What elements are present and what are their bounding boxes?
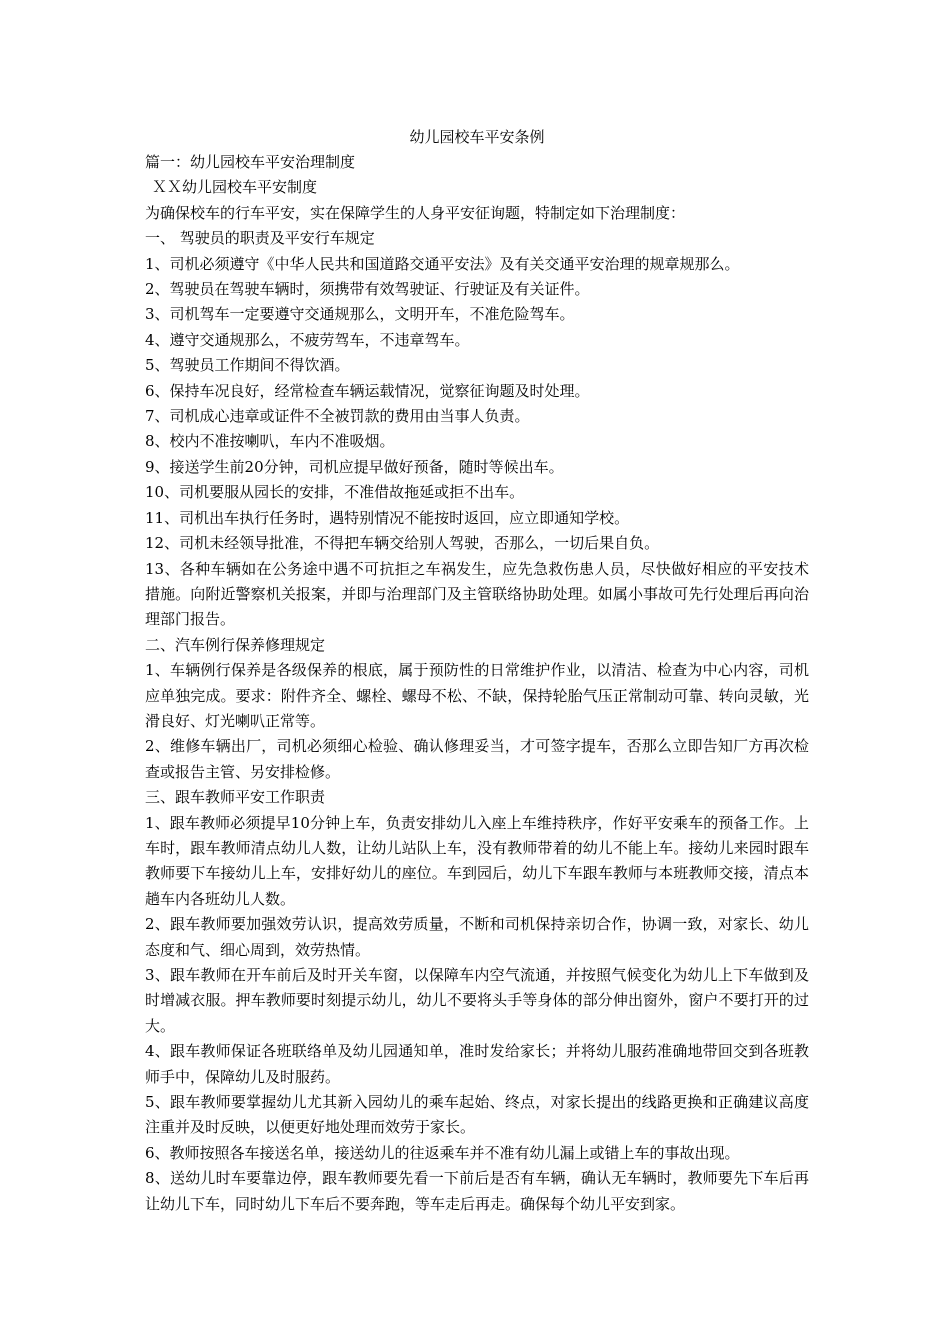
section-heading: 一、 驾驶员的职责及平安行车规定 bbox=[145, 229, 375, 248]
paragraph: 1、车辆例行保养是各级保养的根底，属于预防性的日常维护作业，以清洁、检查为中心内容，司机应单独完成。要求：附件齐全、螺栓、螺母不松、不缺，保持轮胎气压正常制动可靠、转向灵敏，光滑良好、灯光喇叭正常等。 bbox=[145, 661, 809, 730]
paragraph: 1、跟车教师必须提早10分钟上车，负责安排幼儿入座上车维持秩序，作好平安乘车的预备工作。上车时，跟车教师清点幼儿人数，让幼儿站队上车，没有教师带着的幼儿不能上车。接幼儿来园时跟车教师要下车接幼儿上车，安排好幼儿的座位。车到园后，幼儿下车跟车教师与本班教师交接，清点本趟车内各班幼儿人数。 bbox=[145, 813, 809, 908]
paragraph: 8、送幼儿时车要靠边停，跟车教师要先看一下前后是否有车辆，确认无车辆时，教师要先下车后再让幼儿下车，同时幼儿下车后不要奔跑，等车走后再走。确保每个幼儿平安到家。 bbox=[145, 1169, 809, 1213]
paragraph: 为确保校车的行车平安，实在保障学生的人身平安征询题，特制定如下治理制度： bbox=[145, 203, 686, 222]
document-body bbox=[145, 150, 809, 1217]
paragraph: 3、跟车教师在开车前后及时开关车窗，以保障车内空气流通，并按照气候变化为幼儿上下车做到及时增减衣服。押车教师要时刻提示幼儿，幼儿不要将头手等身体的部分伸出窗外，窗户不要打开的过大。 bbox=[145, 966, 809, 1035]
paragraph: 4、遵守交通规那么，不疲劳驾车，不违章驾车。 bbox=[145, 330, 470, 349]
paragraph: 2、维修车辆出厂，司机必须细心检验、确认修理妥当，才可签字提车，否那么立即告知厂方再次检查或报告主管、另安排检修。 bbox=[145, 737, 809, 781]
paragraph: 1、司机必须遵守《中华人民共和国道路交通平安法》及有关交通平安治理的规章规那么。 bbox=[145, 254, 740, 273]
paragraph: 篇一：幼儿园校车平安治理制度 bbox=[145, 153, 356, 171]
paragraph: 3、司机驾车一定要遵守交通规那么，文明开车，不准危险驾车。 bbox=[145, 305, 575, 324]
paragraph: 8、校内不准按喇叭，车内不准吸烟。 bbox=[145, 432, 395, 451]
paragraph: 4、跟车教师保证各班联络单及幼儿园通知单，准时发给家长；并将幼儿服药准确地带回交到各班教师手中，保障幼儿及时服药。 bbox=[145, 1042, 809, 1086]
paragraph: 5、驾驶员工作期间不得饮酒。 bbox=[145, 356, 350, 375]
paragraph: 6、教师按照各车接送名单，接送幼儿的往返乘车并不准有幼儿漏上或错上车的事故出现。 bbox=[145, 1143, 740, 1162]
paragraph: ＸＸ幼儿园校车平安制度 bbox=[152, 178, 318, 197]
paragraph: 2、驾驶员在驾驶车辆时，须携带有效驾驶证、行驶证及有关证件。 bbox=[145, 280, 590, 299]
section-heading: 二、汽车例行保养修理规定 bbox=[145, 635, 326, 654]
document-page bbox=[145, 124, 809, 1217]
paragraph: 2、跟车教师要加强效劳认识，提高效劳质量，不断和司机保持亲切合作，协调一致，对家长、幼儿态度和气、细心周到，效劳热情。 bbox=[145, 915, 809, 959]
paragraph: 13、各种车辆如在公务途中遇不可抗拒之车祸发生，应先急救伤患人员，尽快做好相应的平安技术措施。向附近警察机关报案，并即与治理部门及主管联络协助处理。如属小事故可先行处理后再向治理部门报告。 bbox=[145, 559, 809, 629]
paragraph: 11、司机出车执行任务时，遇特别情况不能按时返回，应立即通知学校。 bbox=[145, 508, 630, 527]
paragraph: 10、司机要服从园长的安排，不准借故拖延或拒不出车。 bbox=[145, 483, 525, 502]
paragraph: 12、司机未经领导批准，不得把车辆交给别人驾驶，否那么，一切后果自负。 bbox=[145, 534, 660, 553]
section-heading: 三、跟车教师平安工作职责 bbox=[145, 788, 326, 807]
paragraph: 7、司机成心违章或证件不全被罚款的费用由当事人负责。 bbox=[145, 407, 530, 426]
document-title: 幼儿园校车平安条例 bbox=[409, 128, 545, 146]
paragraph: 9、接送学生前20分钟，司机应提早做好预备，随时等候出车。 bbox=[145, 457, 564, 476]
paragraph: 6、保持车况良好，经常检查车辆运载情况，觉察征询题及时处理。 bbox=[145, 381, 590, 400]
paragraph: 5、跟车教师要掌握幼儿尤其新入园幼儿的乘车起始、终点，对家长提出的线路更换和正确建议高度注重并及时反映，以便更好地处理而效劳于家长。 bbox=[145, 1093, 809, 1137]
